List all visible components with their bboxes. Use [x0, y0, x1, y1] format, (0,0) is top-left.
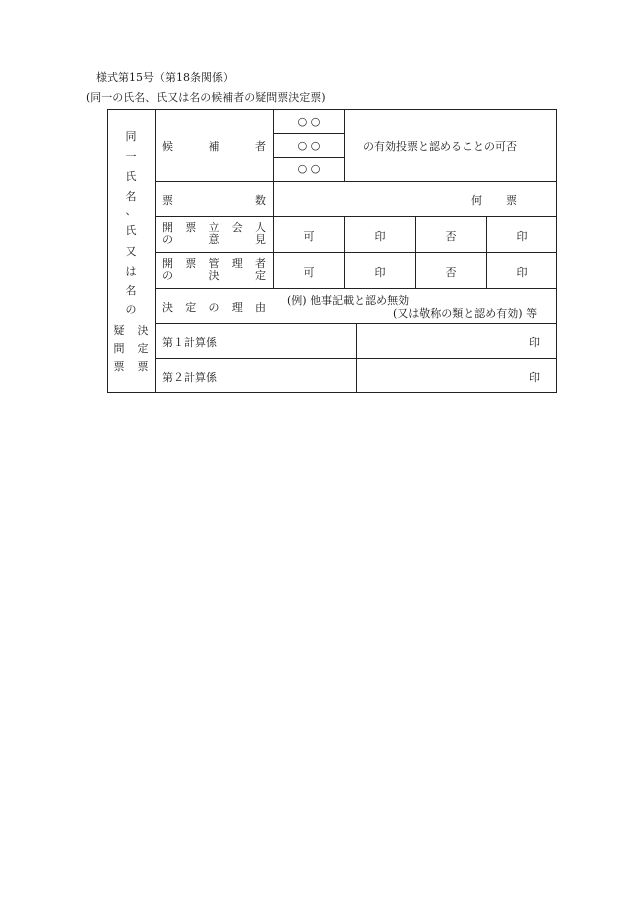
manager-approve: 可 [303, 266, 315, 279]
side-char: 一 [125, 150, 137, 163]
observer-reject-seal: 印 [516, 230, 528, 243]
calc2-seal: 印 [529, 371, 540, 384]
votes-unit: 票 [506, 194, 517, 207]
form-number: 様式第15号（第18条関係） [96, 71, 234, 84]
side-char: 名 [125, 284, 137, 297]
marks-divider-2 [273, 157, 344, 158]
marks-divider-1 [273, 133, 344, 134]
calc2-label: 第２計算係 [162, 371, 217, 384]
side-char: 名 [125, 190, 137, 203]
calc1-seal: 印 [529, 336, 540, 349]
validity-question: の有効投票と認めることの可否 [363, 140, 517, 153]
reason-example-line2: (又は敬称の類と認め有効) 等 [393, 307, 538, 320]
side-char: 又 [125, 245, 137, 258]
row-divider-3 [155, 252, 557, 253]
row-divider-2 [155, 216, 557, 217]
candidate-mark: ○ ○ [297, 139, 321, 152]
decision-form-table [107, 109, 557, 393]
side-char: 同 [125, 130, 137, 143]
votes-count-char: 何 [471, 194, 482, 207]
side-char: は [125, 265, 137, 278]
side-char: 決 [137, 324, 149, 337]
manager-label-line2: の 決 定 [162, 269, 266, 282]
side-char: 票 [113, 360, 125, 373]
side-char: 疑 [113, 324, 125, 337]
candidate-mark: ○ ○ [297, 162, 321, 175]
votes-label: 票 数 [162, 194, 266, 207]
row-divider-6 [155, 358, 557, 359]
side-char: 定 [137, 342, 149, 355]
manager-approve-seal: 印 [374, 266, 386, 279]
manager-reject-seal: 印 [516, 266, 528, 279]
candidate-mark: ○ ○ [297, 115, 321, 128]
observer-label-line2: の 意 見 [162, 233, 266, 246]
observer-reject: 否 [445, 230, 457, 243]
observer-label-line1: 開 票 立 会 人 [162, 221, 266, 234]
reason-example-line1: (例) 他事記載と認め無効 [287, 294, 410, 307]
side-char: 票 [137, 360, 149, 373]
side-char: 氏 [125, 170, 137, 183]
calc1-label: 第１計算係 [162, 336, 217, 349]
candidate-label: 候 補 者 [162, 140, 266, 153]
side-char: の [125, 303, 137, 316]
form-title: (同一の氏名、氏又は名の候補者の疑問票決定票) [86, 91, 326, 104]
label-column-divider [273, 110, 274, 288]
manager-label-line1: 開 票 管 理 者 [162, 257, 266, 270]
manager-reject: 否 [445, 266, 457, 279]
marks-column-divider [344, 110, 345, 181]
side-char: 、 [125, 204, 137, 217]
row-divider-4 [155, 288, 557, 289]
side-char: 問 [113, 342, 125, 355]
observer-approve-seal: 印 [374, 230, 386, 243]
row-divider-5 [155, 323, 557, 324]
observer-approve: 可 [303, 230, 315, 243]
reason-label: 決 定 の 理 由 [162, 301, 266, 314]
side-char: 氏 [125, 224, 137, 237]
row-divider-1 [155, 181, 557, 182]
